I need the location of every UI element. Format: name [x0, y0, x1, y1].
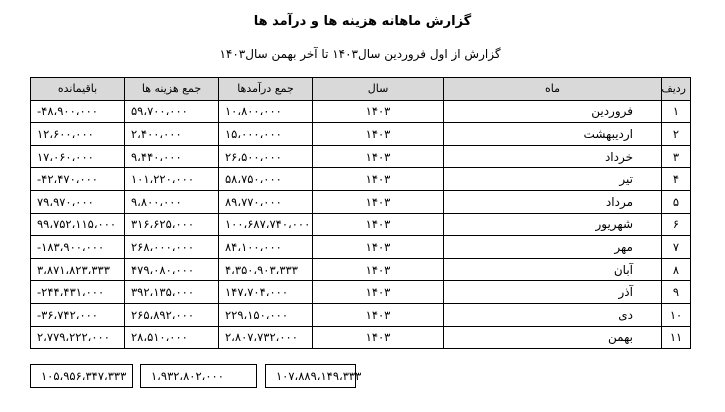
row-year: ۱۴۰۳: [313, 213, 444, 236]
row-year: ۱۴۰۳: [313, 258, 444, 281]
row-income: ۴،۳۵۰،۹۰۳،۳۳۳: [219, 258, 313, 281]
row-index: ۶: [662, 213, 691, 236]
row-month: فروردین: [444, 100, 662, 123]
row-expense: ۲،۴۰۰،۰۰۰: [125, 123, 219, 146]
row-balance: ۷۹،۹۷۰،۰۰۰: [31, 190, 125, 213]
table-row: [31, 145, 691, 168]
header-expense: جمع هزینه ها: [125, 78, 219, 101]
row-income: ۸۴،۱۰۰،۰۰۰: [219, 236, 313, 259]
table-row: [31, 190, 691, 213]
report-title: گزارش ماهانه هزینه ها و درآمد ها: [253, 14, 472, 29]
row-year: ۱۴۰۳: [313, 168, 444, 191]
row-year: ۱۴۰۳: [313, 281, 444, 304]
row-income: ۱۵،۰۰۰،۰۰۰: [219, 123, 313, 146]
row-expense: ۳۹۲،۱۳۵،۰۰۰: [125, 281, 219, 304]
row-index: ۵: [662, 190, 691, 213]
row-index: ۱۱: [662, 326, 691, 349]
total-expense: ۱،۹۳۲،۸۰۲،۰۰۰: [140, 364, 257, 388]
row-income: ۱۰۰،۶۸۷،۷۴۰،۰۰۰: [219, 213, 313, 236]
row-balance: ۹۹،۷۵۲،۱۱۵،۰۰۰: [31, 213, 125, 236]
header-year: سال: [313, 78, 444, 101]
row-month: بهمن: [444, 326, 662, 349]
row-year: ۱۴۰۳: [313, 145, 444, 168]
row-expense: ۹،۸۰۰،۰۰۰: [125, 190, 219, 213]
row-month: دی: [444, 303, 662, 326]
row-expense: ۲۶۸،۰۰۰،۰۰۰: [125, 236, 219, 259]
row-year: ۱۴۰۳: [313, 100, 444, 123]
row-index: ۳: [662, 145, 691, 168]
row-balance: -۴۸،۹۰۰،۰۰۰: [31, 100, 125, 123]
table-row: [31, 236, 691, 259]
row-index: ۱: [662, 100, 691, 123]
row-month: تیر: [444, 168, 662, 191]
header-income: جمع درآمدها: [219, 78, 313, 101]
row-balance: ۳،۸۷۱،۸۲۳،۳۳۳: [31, 258, 125, 281]
row-income: ۸۹،۷۷۰،۰۰۰: [219, 190, 313, 213]
row-balance: ۱۷،۰۶۰،۰۰۰: [31, 145, 125, 168]
row-income: ۲۶،۵۰۰،۰۰۰: [219, 145, 313, 168]
row-month: آذر: [444, 281, 662, 304]
row-year: ۱۴۰۳: [313, 326, 444, 349]
table-row: [31, 213, 691, 236]
total-balance: ۱۰۵،۹۵۶،۳۴۷،۳۳۳: [30, 364, 133, 388]
row-expense: ۲۶۵،۸۹۲،۰۰۰: [125, 303, 219, 326]
table-row: [31, 303, 691, 326]
report-subtitle: گزارش از اول فروردین سال۱۴۰۳ تا آخر بهمن سال۱۴۰۳: [219, 47, 501, 61]
row-income: ۵۸،۷۵۰،۰۰۰: [219, 168, 313, 191]
row-index: ۹: [662, 281, 691, 304]
row-income: ۱۰،۸۰۰،۰۰۰: [219, 100, 313, 123]
row-index: ۷: [662, 236, 691, 259]
monthly-report-table: [30, 77, 691, 349]
table-row: [31, 123, 691, 146]
row-index: ۱۰: [662, 303, 691, 326]
row-balance: ۱۲،۶۰۰،۰۰۰: [31, 123, 125, 146]
row-month: مهر: [444, 236, 662, 259]
row-year: ۱۴۰۳: [313, 303, 444, 326]
table-header-row: [31, 78, 691, 101]
table-row: [31, 168, 691, 191]
row-year: ۱۴۰۳: [313, 190, 444, 213]
total-income: ۱۰۷،۸۸۹،۱۴۹،۳۳۳: [265, 364, 356, 388]
row-balance: -۴۲،۴۷۰،۰۰۰: [31, 168, 125, 191]
row-income: ۲۲۹،۱۵۰،۰۰۰: [219, 303, 313, 326]
row-year: ۱۴۰۳: [313, 236, 444, 259]
row-balance: -۱۸۳،۹۰۰،۰۰۰: [31, 236, 125, 259]
row-income: ۲،۸۰۷،۷۳۲،۰۰۰: [219, 326, 313, 349]
header-index: ردیف: [662, 78, 691, 101]
table-row: [31, 281, 691, 304]
row-month: شهریور: [444, 213, 662, 236]
row-expense: ۴۷۹،۰۸۰،۰۰۰: [125, 258, 219, 281]
row-month: آبان: [444, 258, 662, 281]
table-row: [31, 258, 691, 281]
table-row: [31, 326, 691, 349]
row-expense: ۱۰۱،۲۲۰،۰۰۰: [125, 168, 219, 191]
row-month: اردیبهشت: [444, 123, 662, 146]
row-month: خرداد: [444, 145, 662, 168]
table-row: [31, 100, 691, 123]
row-month: مرداد: [444, 190, 662, 213]
row-index: ۲: [662, 123, 691, 146]
row-expense: ۳۱۶،۶۲۵،۰۰۰: [125, 213, 219, 236]
row-income: ۱۴۷،۷۰۴،۰۰۰: [219, 281, 313, 304]
row-expense: ۹،۴۴۰،۰۰۰: [125, 145, 219, 168]
row-balance: ۲،۷۷۹،۲۲۲،۰۰۰: [31, 326, 125, 349]
row-index: ۴: [662, 168, 691, 191]
row-balance: -۳۶،۷۴۲،۰۰۰: [31, 303, 125, 326]
row-expense: ۲۸،۵۱۰،۰۰۰: [125, 326, 219, 349]
header-month: ماه: [444, 78, 662, 101]
header-balance: باقیمانده: [31, 78, 125, 101]
row-expense: ۵۹،۷۰۰،۰۰۰: [125, 100, 219, 123]
row-year: ۱۴۰۳: [313, 123, 444, 146]
row-balance: -۲۴۴،۴۳۱،۰۰۰: [31, 281, 125, 304]
row-index: ۸: [662, 258, 691, 281]
